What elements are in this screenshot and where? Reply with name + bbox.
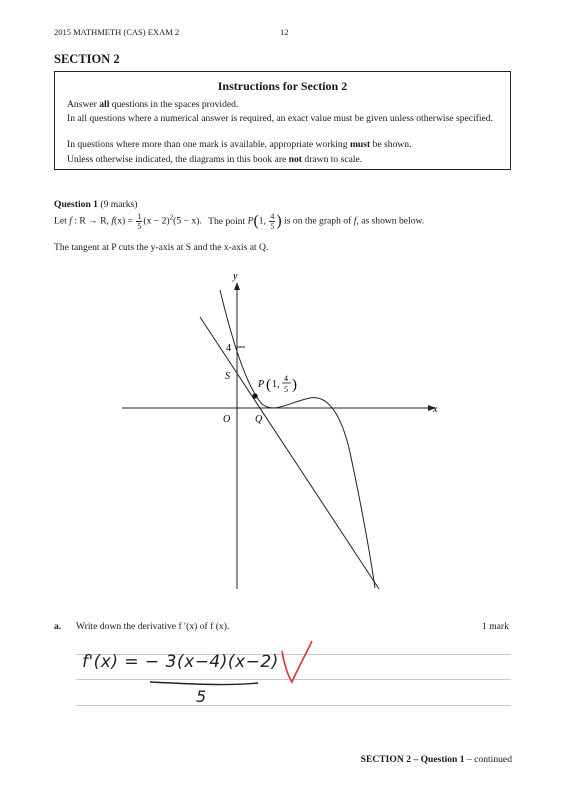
function-definition: Let f : R → R, f(x) = $\frac{1}{5}$ $(x - 2)^2(5 - x)$. The point P(1, $\frac{4}{5}$ ) is on the graph of f, as shown below. [54,212,425,231]
part-a-label: a. [54,621,62,632]
instruction-4: Unless otherwise indicated, the diagrams in this book are not drawn to scale. [67,154,363,165]
P-coord-x: 1, [272,379,280,390]
part-a-text: Write down the derivative f ′(x) of f (x). [76,621,230,632]
handwritten-answer-denominator: 5 [196,687,207,706]
part-a-marks: 1 mark [482,621,509,632]
P-close-paren: ) [292,377,297,393]
instruction-2: In all questions where a numerical answer is required, an exact value must be given unless otherwise specified. [67,113,493,124]
x-axis-label: x [433,404,438,415]
Q-label: Q [255,414,263,425]
S-label: S [225,371,230,382]
fraction-one-fifth: $\frac{1}{5}$ [137,212,142,231]
exam-header: 2015 MATHMETH (CAS) EXAM 2 [54,27,180,37]
section-title: SECTION 2 [54,52,120,66]
y-tick-4-label: 4 [226,343,231,354]
check-mark-icon [282,641,312,682]
question-heading: Question 1 (9 marks) [54,199,138,210]
P-label: P [258,379,265,390]
y-axis-label: y [233,271,238,282]
instruction-1: Answer all questions in the spaces provided. [67,99,239,110]
origin-label: O [223,414,231,425]
page-footer: SECTION 2 – Question 1 – continued [360,754,512,765]
P-coord-den: 5 [284,385,288,394]
handwritten-fraction-bar [150,682,258,685]
handwritten-answer-numerator: f'(x) = − 3(x−4)(x−2) [82,652,279,672]
P-open-paren: ( [266,377,271,393]
fraction-four-fifths: $\frac{4}{5}$ [270,212,275,231]
instructions-title: Instructions for Section 2 [217,79,348,93]
P-coord-num: 4 [284,374,288,383]
page-number: 12 [280,27,289,37]
instruction-3: In questions where more than one mark is available, appropriate working must be shown. [67,139,412,150]
tangent-description: The tangent at P cuts the y-axis at S and the x-axis at Q. [54,242,269,253]
